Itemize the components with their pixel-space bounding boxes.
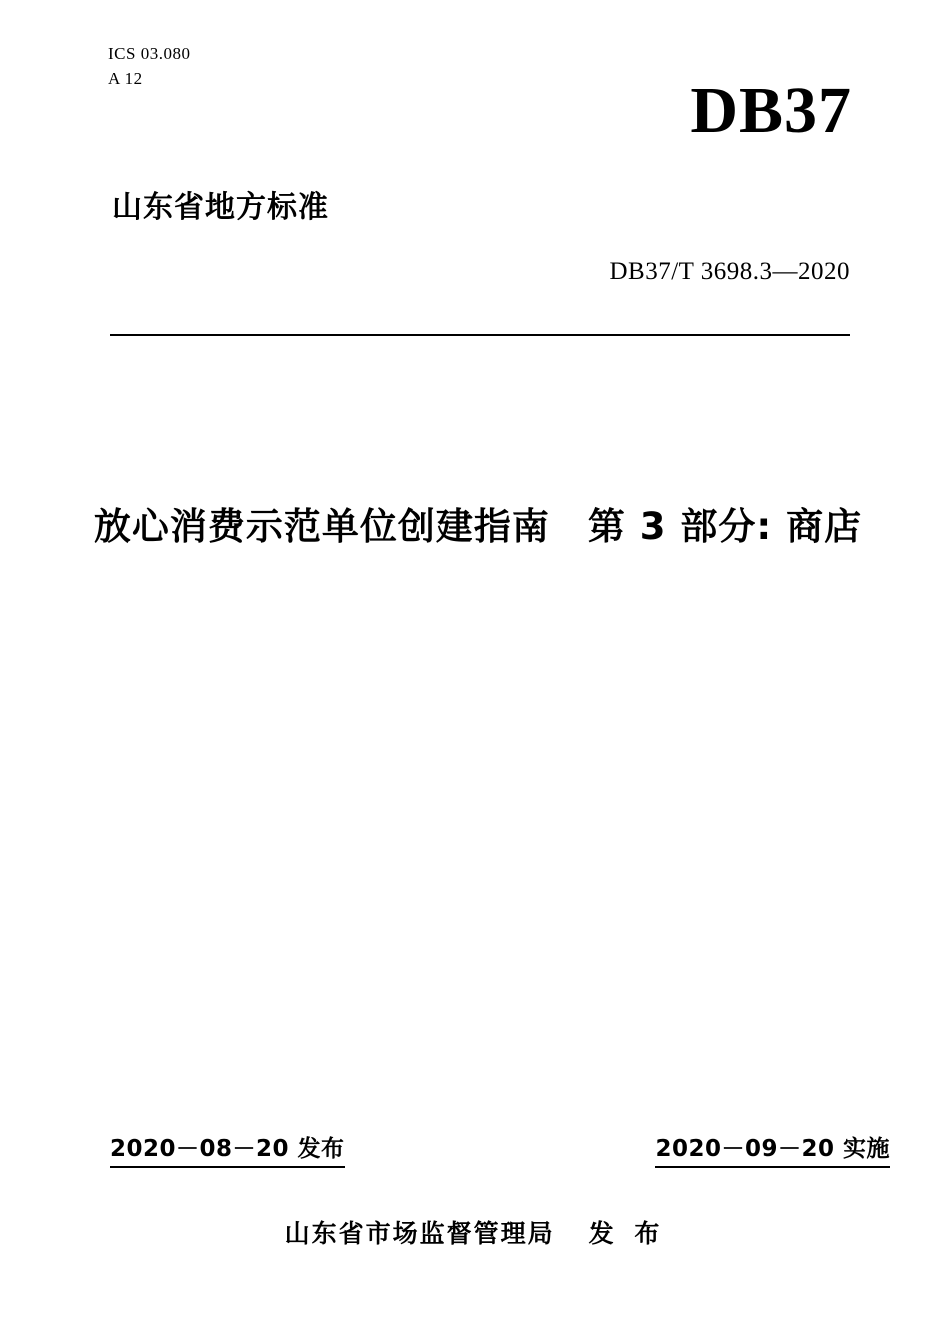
ics-code: ICS 03.080 <box>108 44 191 63</box>
standard-number: DB37/T 3698.3—2020 <box>609 258 850 285</box>
publish-word: 发 布 <box>588 1219 666 1248</box>
issue-date: 2020－08－20 发布 <box>110 1130 345 1168</box>
effective-date: 2020－09－20 实施 <box>655 1130 890 1168</box>
standard-org-title: 山东省地方标准 <box>112 190 329 225</box>
header-divider <box>110 334 850 336</box>
page-title: 放心消费示范单位创建指南 第 3 部分: 商店 <box>93 505 863 548</box>
publisher-line <box>0 1214 950 1250</box>
standard-logo: DB37 <box>690 74 852 147</box>
footer-dates <box>110 1130 890 1168</box>
ics-category-code: A 12 <box>108 68 143 88</box>
publisher-name: 山东省市场监督管理局 <box>284 1219 555 1248</box>
ics-classification-block <box>108 42 190 91</box>
